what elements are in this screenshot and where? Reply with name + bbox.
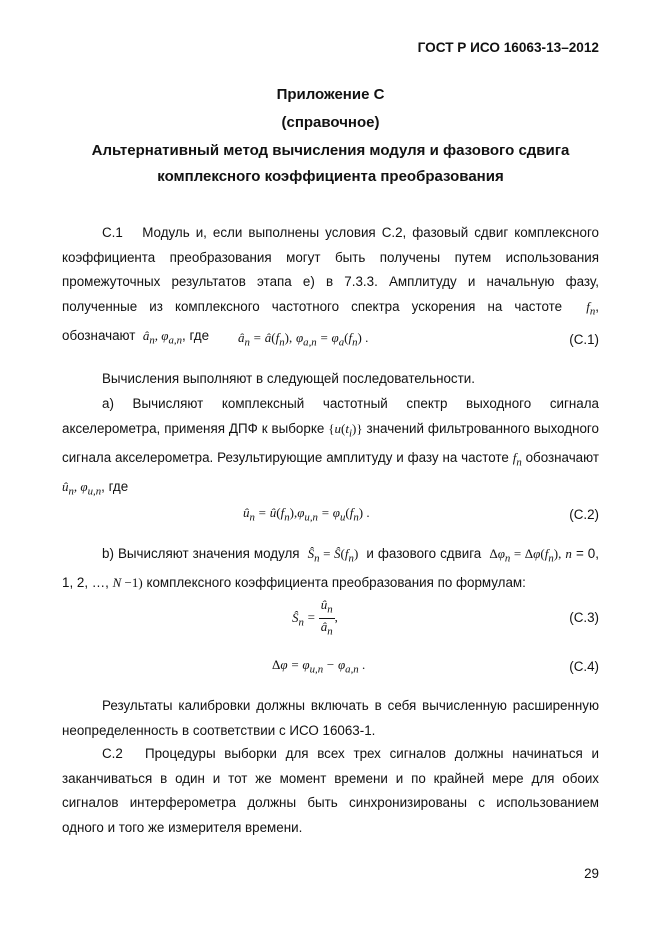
math-an-phi: $â_n$, $\varphi_{a,n}$ [142, 327, 183, 347]
a-end-text: , где [101, 478, 129, 494]
a-text-2: значений фильтрованного выходного сигнала акселерометра. Результирующие амплитуду и фазу на частоте [62, 420, 599, 465]
c1-mid-text: , обозначают [62, 298, 599, 343]
c1-end-text: , где [182, 327, 210, 343]
page-number: 29 [584, 866, 599, 881]
math-fn: $f_n$ [586, 298, 596, 318]
b-text-3: комплексного коэффициента преобразования по формулам: [146, 575, 526, 591]
paragraph-b [62, 542, 599, 596]
math-ut: $\{u(t_i)\}$ [328, 420, 363, 440]
paragraph-a [62, 392, 599, 504]
annex-title-line1: Альтернативный метод вычисления модуля и фазового сдвига [91, 142, 570, 159]
formula-c3: $Ŝ_n$ = $\frac{û_n}{â_n}$ , [292, 597, 338, 638]
annex-kind: (справочное) [281, 114, 380, 131]
a-text-1: а) Вычисляют комплексный частотный спектр выходного сигнала акселерометра, применяя ДПФ к выборке [62, 396, 599, 436]
n-list: = 0, 1, 2, …, [62, 546, 599, 591]
c1-text: С.1 Модуль и, если выполнены условия С.2, фазовый сдвиг комплексного коэффициента преобразования могут быть получены путем использования промежуточных результатов этапа е) в 7.3.3. Амплитуду и начальную фазу, полученные из комплексного частотного спектра ускорения на частоте [62, 225, 599, 314]
annex-label: Приложение С [276, 86, 385, 103]
formula-c1: $â_n$ = $â(f_n)$, $\varphi_{a,n} = \varphi_a(f_n)$ . [238, 330, 369, 349]
paragraph-c2: С.2 Процедуры выборки для всех трех сигналов должны начинаться и заканчиваться в один и тот же момент времени и по крайней мере для обоих сигналов интерферометра должны быть синхронизированы с использованием одного и того же измерителя времени. [62, 746, 599, 835]
math-un-phi: $û_n$, $\varphi_{u,n}$ [62, 478, 102, 498]
math-n-minus-1: N −1) [112, 575, 143, 591]
equation-number-c4: (С.4) [569, 659, 599, 674]
paragraph-results: Результаты калибровки должны включать в себя вычисленную расширенную неопределенность в соответствии с ИСО 16063-1. [62, 698, 599, 738]
math-sn: $Ŝ_n$ = $Ŝ(f_n)$ [307, 546, 359, 565]
math-dphi: $\Delta\varphi_n = \Delta\varphi(f_n)$, [489, 546, 562, 565]
annex-title-line2: комплексного коэффициента преобразования [157, 168, 504, 185]
paragraph-sequence: Вычисления выполняют в следующей последовательности. [102, 371, 475, 386]
math-fn: $f_n$ [512, 449, 522, 469]
equation-number-c2: (С.2) [569, 507, 599, 522]
formula-c2: $û_n$ = $û(f_n),\varphi_{u,n} = \varphi_u(f_n)$ . [243, 505, 370, 524]
standard-designation: ГОСТ Р ИСО 16063-13–2012 [417, 40, 599, 55]
b-text-1: b) Вычисляют значения модуля [102, 546, 300, 561]
formula-c4: $\Delta\varphi = \varphi_{u,n} - \varphi_{a,n}$ . [272, 657, 366, 676]
b-text-2: и фазового сдвига [366, 546, 482, 561]
a-text-3: обозначают [525, 449, 599, 465]
equation-number-c1: (С.1) [569, 332, 599, 347]
math-n: n [565, 546, 572, 561]
equation-number-c3: (С.3) [569, 610, 599, 625]
